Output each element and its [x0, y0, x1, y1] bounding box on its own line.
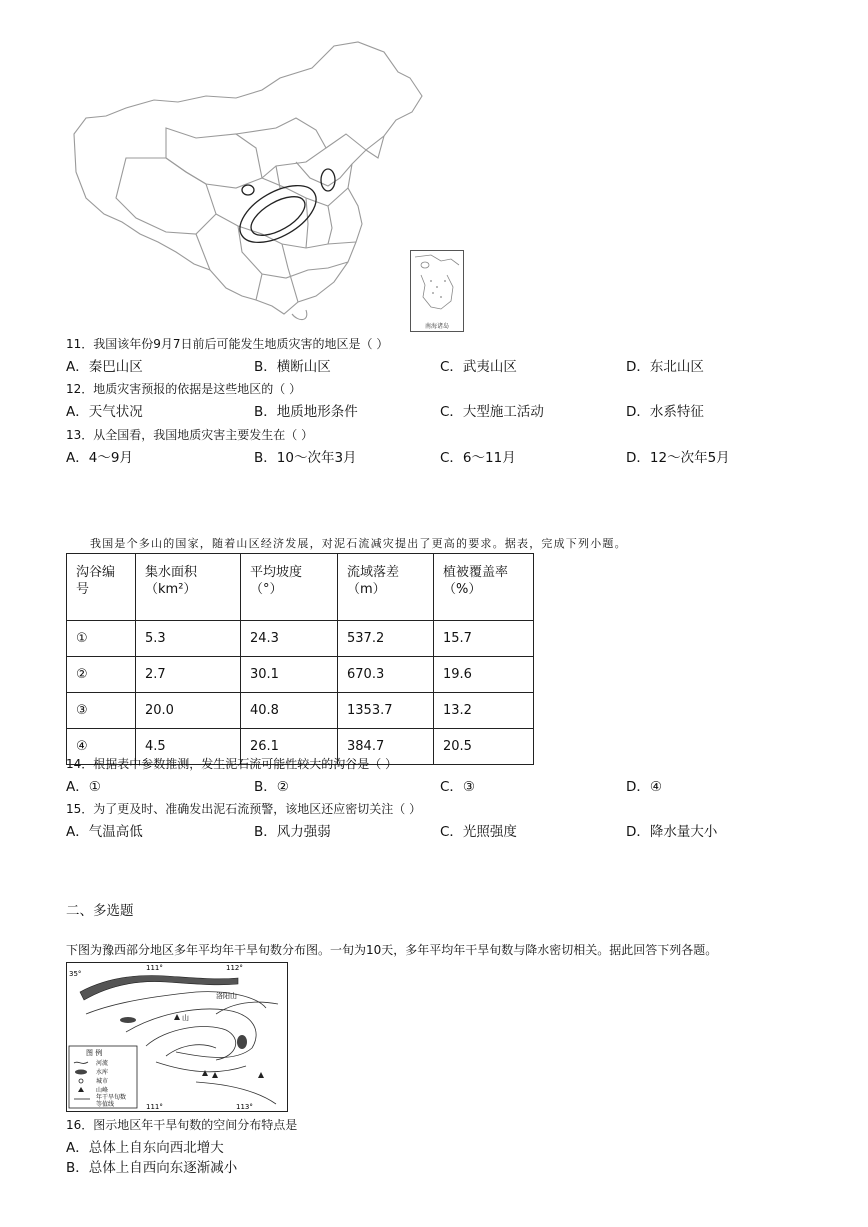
header-cell-catchment-area	[136, 554, 241, 621]
table-cell: 5.3	[136, 621, 241, 657]
header-drop-line2: （m）	[347, 582, 386, 597]
table-cell: 15.7	[434, 621, 534, 657]
question-11-stem: 11．我国该年份9月7日前后可能发生地质灾害的地区是（ ）	[66, 337, 389, 351]
table-row	[67, 657, 534, 693]
q15-option-c[interactable]: C．光照强度	[440, 824, 517, 840]
header-slope-line1: 平均坡度	[250, 565, 303, 580]
header-veg-line1: 植被覆盖率	[443, 565, 509, 580]
south-sea-inset-svg	[411, 251, 463, 317]
south-sea-inset-label: 南海诸岛	[424, 323, 449, 330]
legend-peak: 山峰	[96, 1087, 109, 1094]
table-cell: 384.7	[338, 729, 434, 765]
header-veg-line2: （%）	[443, 582, 482, 597]
section2-intro: 下图为豫西部分地区多年平均年干旱旬数分布图。一旬为10天，多年平均年干旱旬数与降水密切相关。据此回答下列各题。	[66, 943, 718, 957]
legend-isoline: 等值线	[96, 1101, 115, 1108]
lon-bottom-label-2: 113°	[236, 1103, 253, 1111]
china-map-figure	[66, 38, 466, 334]
question-13-stem: 13．从全国看，我国地质灾害主要发生在（ ）	[66, 428, 314, 442]
drought-map-svg	[66, 962, 288, 1112]
q11-option-a[interactable]: A．秦巴山区	[66, 359, 143, 375]
drought-map-figure	[66, 962, 288, 1112]
header-cell-elevation-drop	[338, 554, 434, 621]
q12-option-d[interactable]: D．水系特征	[626, 404, 704, 420]
table-cell: 13.2	[434, 693, 534, 729]
lon-top-label-1: 111°	[146, 964, 163, 972]
table-cell: 20.0	[136, 693, 241, 729]
china-outline	[74, 42, 422, 314]
table-cell: 20.5	[434, 729, 534, 765]
q15-option-d[interactable]: D．降水量大小	[626, 824, 718, 840]
q11-option-c[interactable]: C．武夷山区	[440, 359, 517, 375]
circled-region-north	[321, 169, 335, 191]
circled-region-west	[242, 185, 254, 195]
table-cell: 40.8	[241, 693, 338, 729]
q13-option-c[interactable]: C．6～11月	[440, 450, 516, 466]
header-slope-line2: （°）	[250, 582, 283, 597]
q12-option-b[interactable]: B．地质地形条件	[254, 404, 358, 420]
question-12-stem: 12．地质灾害预报的依据是这些地区的（ ）	[66, 382, 302, 396]
q12-option-a[interactable]: A．天气状况	[66, 404, 143, 420]
q11-option-b[interactable]: B．横断山区	[254, 359, 331, 375]
place-label-shan: 山	[182, 1014, 189, 1022]
section-title: 二、多选题	[66, 903, 134, 919]
header-gully-id-line2: 号	[76, 582, 90, 597]
q11-option-d[interactable]: D．东北山区	[626, 359, 704, 375]
table-cell: 19.6	[434, 657, 534, 693]
q13-option-d[interactable]: D．12～次年5月	[626, 450, 730, 466]
lon-top-label-2: 112°	[226, 964, 243, 972]
legend-river: 河流	[96, 1060, 109, 1067]
q15-option-b[interactable]: B．风力强弱	[254, 824, 331, 840]
table-cell: 1353.7	[338, 693, 434, 729]
table-cell: 4.5	[136, 729, 241, 765]
header-area-line1: 集水面积	[145, 565, 198, 580]
question-15-stem: 15．为了更及时、准确发出泥石流预警，该地区还应密切关注（ ）	[66, 802, 422, 816]
table-cell: ③	[67, 693, 136, 729]
q14-option-b[interactable]: B．②	[254, 779, 289, 795]
legend-title: 图 例	[86, 1049, 103, 1057]
legend-drought-dekads: 年干旱旬数	[96, 1094, 127, 1101]
china-map-svg	[66, 38, 466, 334]
table-cell: ①	[67, 621, 136, 657]
gully-parameter-table	[66, 553, 534, 765]
legend-city: 城市	[96, 1078, 109, 1085]
question-16-stem: 16．图示地区年干旱旬数的空间分布特点是	[66, 1118, 298, 1132]
table-header-row	[67, 554, 534, 621]
circled-region-inner	[245, 189, 311, 243]
q16-option-b[interactable]: B．总体上自西向东逐渐减小	[66, 1160, 238, 1176]
question-14-stem: 14．根据表中参数推测，发生泥石流可能性较大的沟谷是（ ）	[66, 757, 398, 771]
table-cell: 26.1	[241, 729, 338, 765]
table-cell: 2.7	[136, 657, 241, 693]
lat-label: 35°	[69, 970, 82, 978]
group2-intro: 我国是个多山的国家，随着山区经济发展，对泥石流减灾提出了更高的要求。据表，完成下列小题。	[90, 537, 627, 550]
table-row	[67, 693, 534, 729]
q16-option-a[interactable]: A．总体上自东向西北增大	[66, 1140, 224, 1156]
south-sea-inset	[410, 250, 464, 332]
header-cell-gully-id	[67, 554, 136, 621]
place-label-luoyang-shan: 洛阳山	[216, 992, 237, 1000]
q13-option-b[interactable]: B．10～次年3月	[254, 450, 357, 466]
table-cell: ②	[67, 657, 136, 693]
table-cell: 537.2	[338, 621, 434, 657]
q12-option-c[interactable]: C．大型施工活动	[440, 404, 544, 420]
header-cell-avg-slope	[241, 554, 338, 621]
table-cell: 24.3	[241, 621, 338, 657]
table-row	[67, 621, 534, 657]
map-legend	[69, 1046, 137, 1108]
header-area-line2: （km²）	[145, 582, 197, 597]
table-cell: 30.1	[241, 657, 338, 693]
table-cell: 670.3	[338, 657, 434, 693]
table-cell: ④	[67, 729, 136, 765]
q14-option-d[interactable]: D．④	[626, 779, 662, 795]
q14-option-a[interactable]: A．①	[66, 779, 101, 795]
header-gully-id-line1: 沟谷编	[76, 565, 116, 580]
lon-bottom-label-1: 111°	[146, 1103, 163, 1111]
legend-reservoir: 水库	[96, 1069, 109, 1076]
q15-option-a[interactable]: A．气温高低	[66, 824, 143, 840]
q14-option-c[interactable]: C．③	[440, 779, 476, 795]
header-drop-line1: 流域落差	[347, 565, 400, 580]
q13-option-a[interactable]: A．4～9月	[66, 450, 133, 466]
header-cell-vegetation-cover	[434, 554, 534, 621]
